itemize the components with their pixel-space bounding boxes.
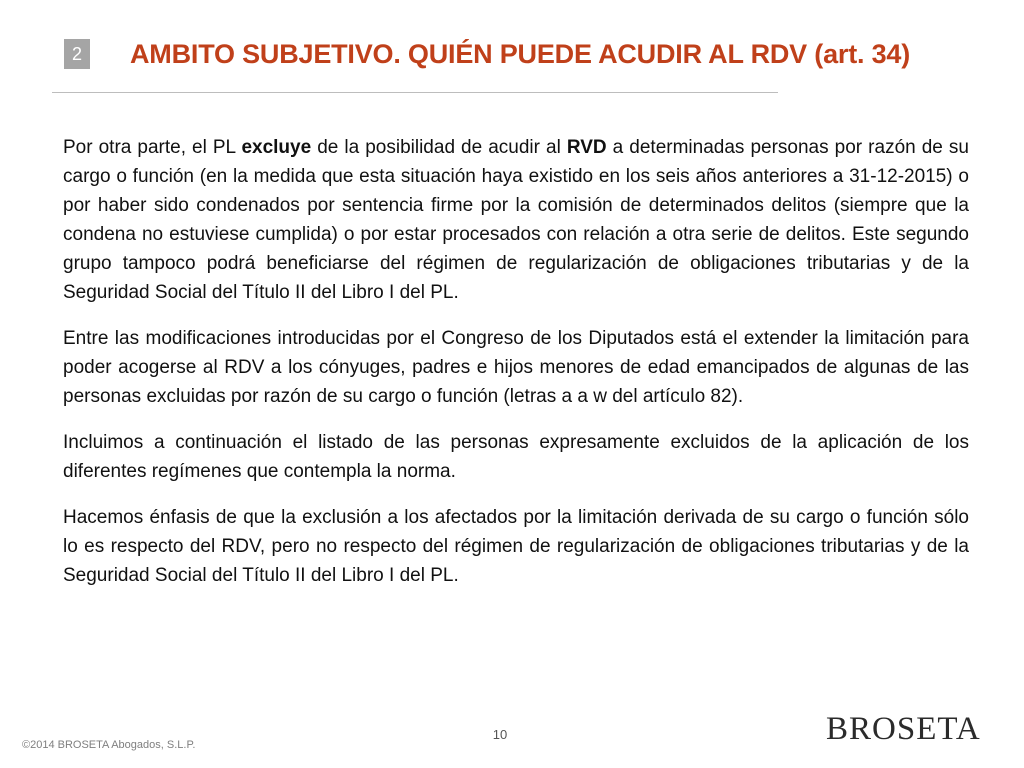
p1-run: de la posibilidad de acudir al	[311, 137, 567, 158]
section-number-badge: 2	[64, 39, 90, 69]
footer-copyright: ©2014 BROSETA Abogados, S.L.P.	[22, 739, 196, 751]
broseta-logo: BROSETA	[826, 711, 981, 747]
title-divider	[52, 92, 778, 93]
slide-body	[63, 133, 969, 590]
p1-run: a determinadas personas por razón de su cargo o función (en la medida que esta situación haya existido en los seis años anteriores a 31-12-2015) o por haber sido condenados por sentencia firme por la comisión de determinados delitos (siempre que la condena no estuviese cumplida) o por estar procesados con relación a otra serie de delitos. Este segundo grupo tampoco podrá beneficiarse del régimen de regularización de obligaciones tributarias y de la Seguridad Social del Título II del Libro I del PL.	[63, 137, 969, 303]
paragraph-2: Entre las modificaciones introducidas por el Congreso de los Diputados está el extender la limitación para poder acogerse al RDV a los cónyuges, padres e hijos menores de edad emancipados de algunas de las personas excluidas por razón de su cargo o función (letras a a w del artículo 82).	[63, 328, 969, 407]
slide-title: AMBITO SUBJETIVO. QUIÉN PUEDE ACUDIR AL RDV (art. 34)	[130, 39, 911, 69]
p1-run-bold: excluye	[241, 137, 312, 158]
p1-run-bold: RVD	[566, 137, 607, 158]
paragraph-4: Hacemos énfasis de que la exclusión a los afectados por la limitación derivada de su cargo o función sólo lo es respecto del RDV, pero no respecto del régimen de regularización de obligaciones tributarias y de la Seguridad Social del Título II del Libro I del PL.	[63, 507, 969, 586]
paragraph-1	[63, 133, 969, 307]
page-number: 10	[492, 727, 508, 742]
p1-run: Por otra parte, el PL	[63, 137, 242, 158]
paragraph-3: Incluimos a continuación el listado de las personas expresamente excluidos de la aplicación de los diferentes regímenes que contempla la norma.	[63, 432, 969, 482]
